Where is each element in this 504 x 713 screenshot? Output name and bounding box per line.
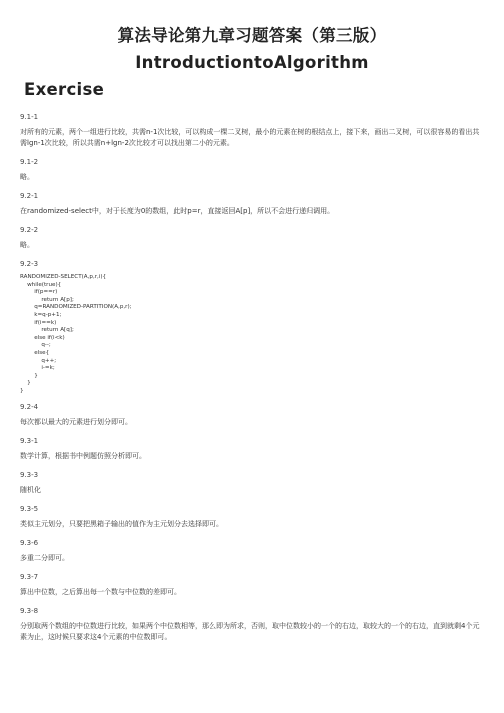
code-line: else if(i<k)	[20, 334, 65, 341]
section-id: 9.3-1	[20, 436, 39, 445]
code-line: q=RANDOMIZED-PARTITION(A,p,r);	[20, 304, 132, 311]
section-text: 对所有的元素，两个一组进行比较，共需n-1次比较，可以构成一棵二叉树，最小的元素在树的根结点上，接下来，画出二叉树，可以很容易的看出共需lgn-1次比较，所以共需n+lgn-2次比较才可以找出第二小的元素。	[20, 128, 480, 147]
document-body	[20, 112, 484, 643]
code-line: return A[p];	[20, 296, 74, 303]
section-text: 随机化	[20, 485, 41, 494]
code-line: k=q-p+1;	[20, 311, 62, 318]
code-line: if(p==r)	[20, 289, 58, 296]
code-line: q++;	[20, 357, 57, 364]
code-line: i-=k;	[20, 365, 55, 372]
section-text: 略。	[20, 241, 34, 249]
code-line: while(true){	[20, 281, 62, 288]
section-id: 9.2-1	[20, 192, 39, 200]
title-line-1: 算法导论第九章习题答案（第三版）IntroductiontoAlgorithm	[117, 26, 387, 72]
section-id: 9.2-3	[20, 260, 39, 268]
section-text: 算出中位数，之后算出每一个数与中位数的差即可。	[20, 587, 181, 596]
section-text: 略。	[20, 173, 34, 181]
section-text: 分别取两个数组的中位数进行比较，如果两个中位数相等，那么即为所求，否则，取中位数较小的一个的右边，取较大的一个的右边，直到就剩4个元素为止，这时候只要求这4个元素的中位数即可。	[20, 621, 480, 641]
section-text: 在randomized-select中，对于长度为0的数组，此时p=r，直接返回A[p]，所以不会进行递归调用。	[20, 207, 335, 215]
title-line-2: Exercise	[24, 80, 105, 99]
code-line: RANDOMIZED-SELECT(A,p,r,i){	[20, 274, 107, 280]
section-id: 9.1-1	[20, 113, 39, 121]
section-id: 9.3-3	[20, 470, 39, 479]
code-line: q--;	[20, 342, 51, 349]
code-block	[20, 274, 484, 396]
section-text: 数学计算，根据书中例题仿照分析即可。	[20, 451, 146, 460]
section-id: 9.3-6	[20, 538, 39, 547]
code-line: return A[q];	[20, 327, 74, 334]
section-text: 多重二分即可。	[20, 553, 69, 562]
code-line: if(i==k)	[20, 319, 57, 326]
section-id: 9.2-4	[20, 402, 39, 411]
section-id: 9.2-2	[20, 226, 39, 234]
document-title	[20, 0, 484, 103]
section-text: 类似主元划分，只要把黑箱子输出的值作为主元划分去选择即可。	[20, 519, 223, 528]
section-id: 9.1-2	[20, 158, 39, 166]
section-text: 每次都以最大的元素进行划分即可。	[20, 417, 132, 426]
section-id: 9.3-5	[20, 504, 39, 513]
code-line: }	[20, 372, 38, 379]
code-line: }	[20, 380, 31, 387]
code-line: else{	[20, 349, 50, 356]
section-id: 9.3-7	[20, 572, 39, 581]
section-id: 9.3-8	[20, 606, 39, 615]
code-line: }	[20, 387, 24, 394]
